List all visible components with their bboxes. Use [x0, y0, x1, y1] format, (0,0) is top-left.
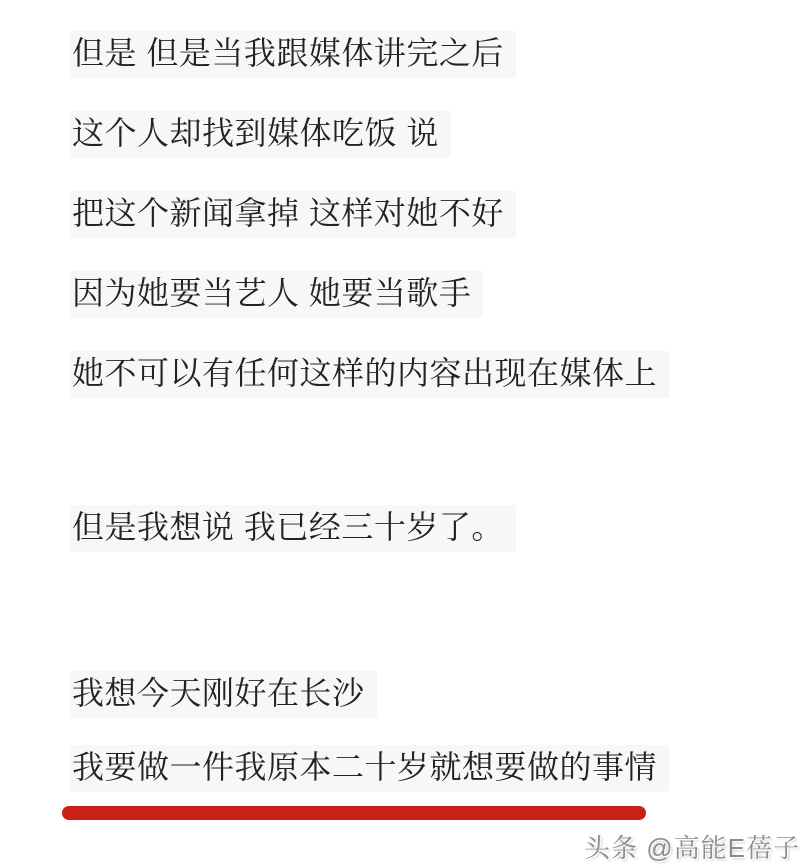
transcript-line-text: 我想今天刚好在长沙	[70, 671, 377, 718]
transcript-line-text: 因为她要当艺人 她要当歌手	[70, 271, 483, 318]
transcript-line-text: 她不可以有任何这样的内容出现在媒体上	[70, 351, 669, 398]
transcript-line	[70, 196, 516, 231]
transcript-line	[70, 36, 516, 71]
red-underline-highlight	[62, 806, 646, 820]
watermark-text: 头条 @高能E蓓子	[584, 833, 800, 863]
transcript-line-text: 这个人却找到媒体吃饭 说	[70, 111, 451, 158]
transcript-line	[70, 116, 451, 151]
transcript-line-underlined	[70, 750, 669, 785]
watermark	[584, 828, 800, 865]
transcript-line-text: 但是 但是当我跟媒体讲完之后	[70, 31, 516, 78]
transcript-line	[70, 276, 483, 311]
transcript-line-text: 但是我想说 我已经三十岁了。	[70, 505, 516, 552]
transcript-line	[70, 510, 516, 545]
transcript-line-text: 我要做一件我原本二十岁就想要做的事情	[70, 745, 669, 792]
transcript-line	[70, 356, 669, 391]
transcript-line	[70, 676, 377, 711]
transcript-line-text: 把这个新闻拿掉 这样对她不好	[70, 191, 516, 238]
